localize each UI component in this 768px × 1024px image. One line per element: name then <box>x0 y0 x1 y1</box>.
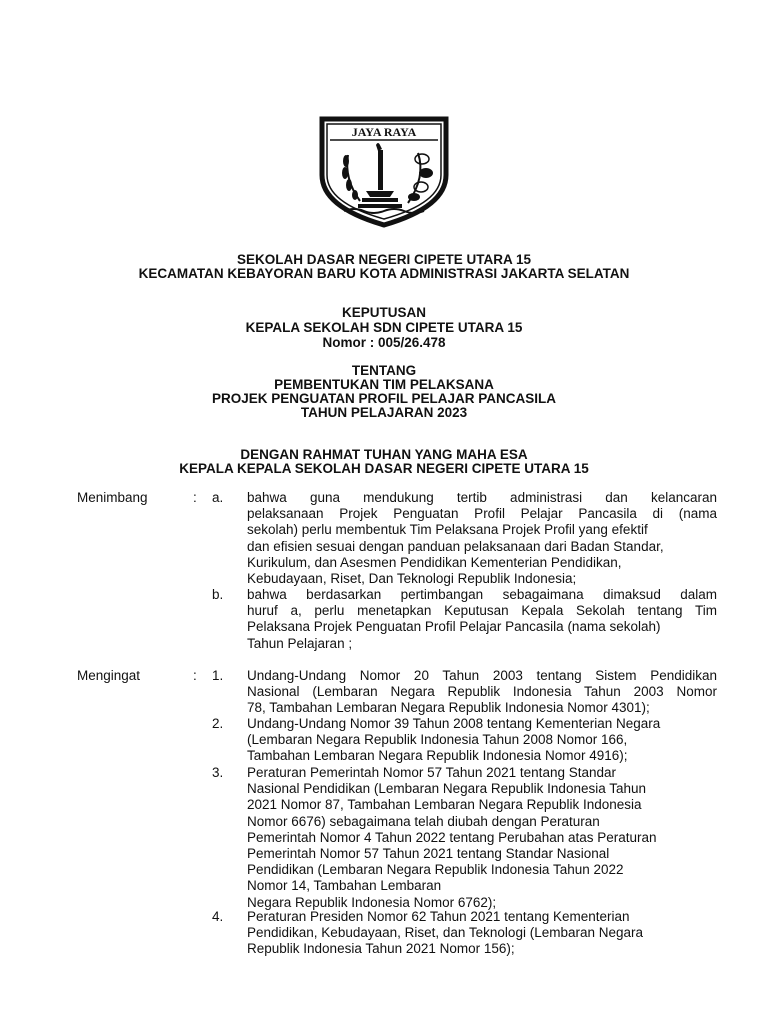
text-line: Nomor 14, Tambahan Lembaran <box>247 878 442 894</box>
decree-title: KEPUTUSAN <box>341 305 426 320</box>
menimbang-item-a <box>247 490 717 587</box>
text-line: Nomor 6676) sebagaimana telah diubah dengan Peraturan <box>247 813 600 829</box>
menimbang-mark-a: a. <box>212 490 224 505</box>
subject-line-1: PEMBENTUKAN TIM PELAKSANA <box>274 377 494 392</box>
text-line: dan efisien sesuai dengan panduan pelaksanaan dari Badan Standar, <box>247 538 664 554</box>
decree-issuer: KEPALA SEKOLAH SDN CIPETE UTARA 15 <box>245 320 523 335</box>
mengingat-item-3 <box>247 765 717 911</box>
text-line: 78, Tambahan Lembaran Negara Republik Indonesia Nomor 4301); <box>247 700 650 716</box>
decree-number: Nomor : 005/26.478 <box>322 335 446 350</box>
text-line: pelaksanaan Projek Penguatan Profil Pelajar Pancasila di (nama <box>247 506 717 522</box>
text-line: Pemerintah Nomor 4 Tahun 2022 tentang Perubahan atas Peraturan <box>247 829 657 845</box>
mengingat-item-2 <box>247 716 717 765</box>
menimbang-mark-b: b. <box>212 587 224 602</box>
text-line: Tahun Pelajaran ; <box>247 635 353 651</box>
text-line: Kebudayaan, Riset, Dan Teknologi Republik Indonesia; <box>247 571 577 587</box>
text-line: Nasional Pendidikan (Lembaran Negara Republik Indonesia Tahun <box>247 781 647 797</box>
text-line: Kurikulum, dan Asesmen Pendidikan Kementerian Pendidikan, <box>247 554 622 570</box>
mengingat-mark-3: 3. <box>212 765 224 780</box>
mengingat-item-4 <box>247 909 717 958</box>
text-line: bahwa berdasarkan pertimbangan sebagaimana dimaksud dalam <box>247 587 717 602</box>
text-line: bahwa guna mendukung tertib administrasi dan kelancaran <box>247 490 717 505</box>
opening-line-1: DENGAN RAHMAT TUHAN YANG MAHA ESA <box>240 447 528 462</box>
text-line: 2021 Nomor 87, Tambahan Lembaran Negara Republik Indonesia <box>247 797 642 813</box>
mengingat-mark-1: 1. <box>212 668 224 683</box>
district-line: KECAMATAN KEBAYORAN BARU KOTA ADMINISTRASI JAKARTA SELATAN <box>138 266 630 281</box>
text-line: Pemerintah Nomor 57 Tahun 2021 tentang Standar Nasional <box>247 846 610 862</box>
text-line: sekolah) perlu membentuk Tim Pelaksana Projek Profil yang efektif <box>247 522 648 538</box>
text-line: Nasional (Lembaran Negara Republik Indonesia Tahun 2003 Nomor <box>247 684 717 700</box>
subject-line-2: PROJEK PENGUATAN PROFIL PELAJAR PANCASILA <box>211 391 557 406</box>
text-line: Pendidikan (Lembaran Negara Republik Indonesia Tahun 2022 <box>247 862 624 878</box>
mengingat-label: Mengingat <box>77 668 141 683</box>
subject-line-3: TAHUN PELAJARAN 2023 <box>300 405 468 420</box>
text-line: Pelaksana Projek Penguatan Profil Pelajar Pancasila (nama sekolah) <box>247 619 661 635</box>
text-line: Pendidikan, Kebudayaan, Riset, dan Teknologi (Lembaran Negara <box>247 925 644 941</box>
text-line: Peraturan Presiden Nomor 62 Tahun 2021 tentang Kementerian <box>247 909 630 924</box>
text-line: (Lembaran Negara Republik Indonesia Tahun 2008 Nomor 166, <box>247 732 628 748</box>
text-line: Peraturan Pemerintah Nomor 57 Tahun 2021 tentang Standar <box>247 765 616 780</box>
mengingat-colon: : <box>193 668 197 683</box>
text-line: Tambahan Lembaran Negara Republik Indonesia Nomor 4916); <box>247 748 628 764</box>
text-line: Undang-Undang Nomor 20 Tahun 2003 tentang Sistem Pendidikan <box>247 668 717 683</box>
menimbang-label: Menimbang <box>77 490 148 505</box>
mengingat-item-1 <box>247 668 717 717</box>
mengingat-mark-2: 2. <box>212 716 224 731</box>
mengingat-mark-4: 4. <box>212 909 224 924</box>
text-line: Undang-Undang Nomor 39 Tahun 2008 tentang Kementerian Negara <box>247 716 661 731</box>
jakarta-emblem <box>318 115 450 229</box>
opening-line-2: KEPALA KEPALA SEKOLAH DASAR NEGERI CIPETE UTARA 15 <box>179 461 589 476</box>
subject-about: TENTANG <box>351 363 417 378</box>
text-line: Republik Indonesia Tahun 2021 Nomor 156); <box>247 941 515 957</box>
emblem-banner: JAYA RAYA <box>351 125 417 139</box>
text-line: huruf a, perlu menetapkan Keputusan Kepala Sekolah tentang Tim <box>247 603 717 619</box>
menimbang-colon: : <box>193 490 197 505</box>
menimbang-item-b <box>247 587 717 652</box>
text-line: Negara Republik Indonesia Nomor 6762); <box>247 894 497 910</box>
school-name: SEKOLAH DASAR NEGERI CIPETE UTARA 15 <box>236 252 532 267</box>
